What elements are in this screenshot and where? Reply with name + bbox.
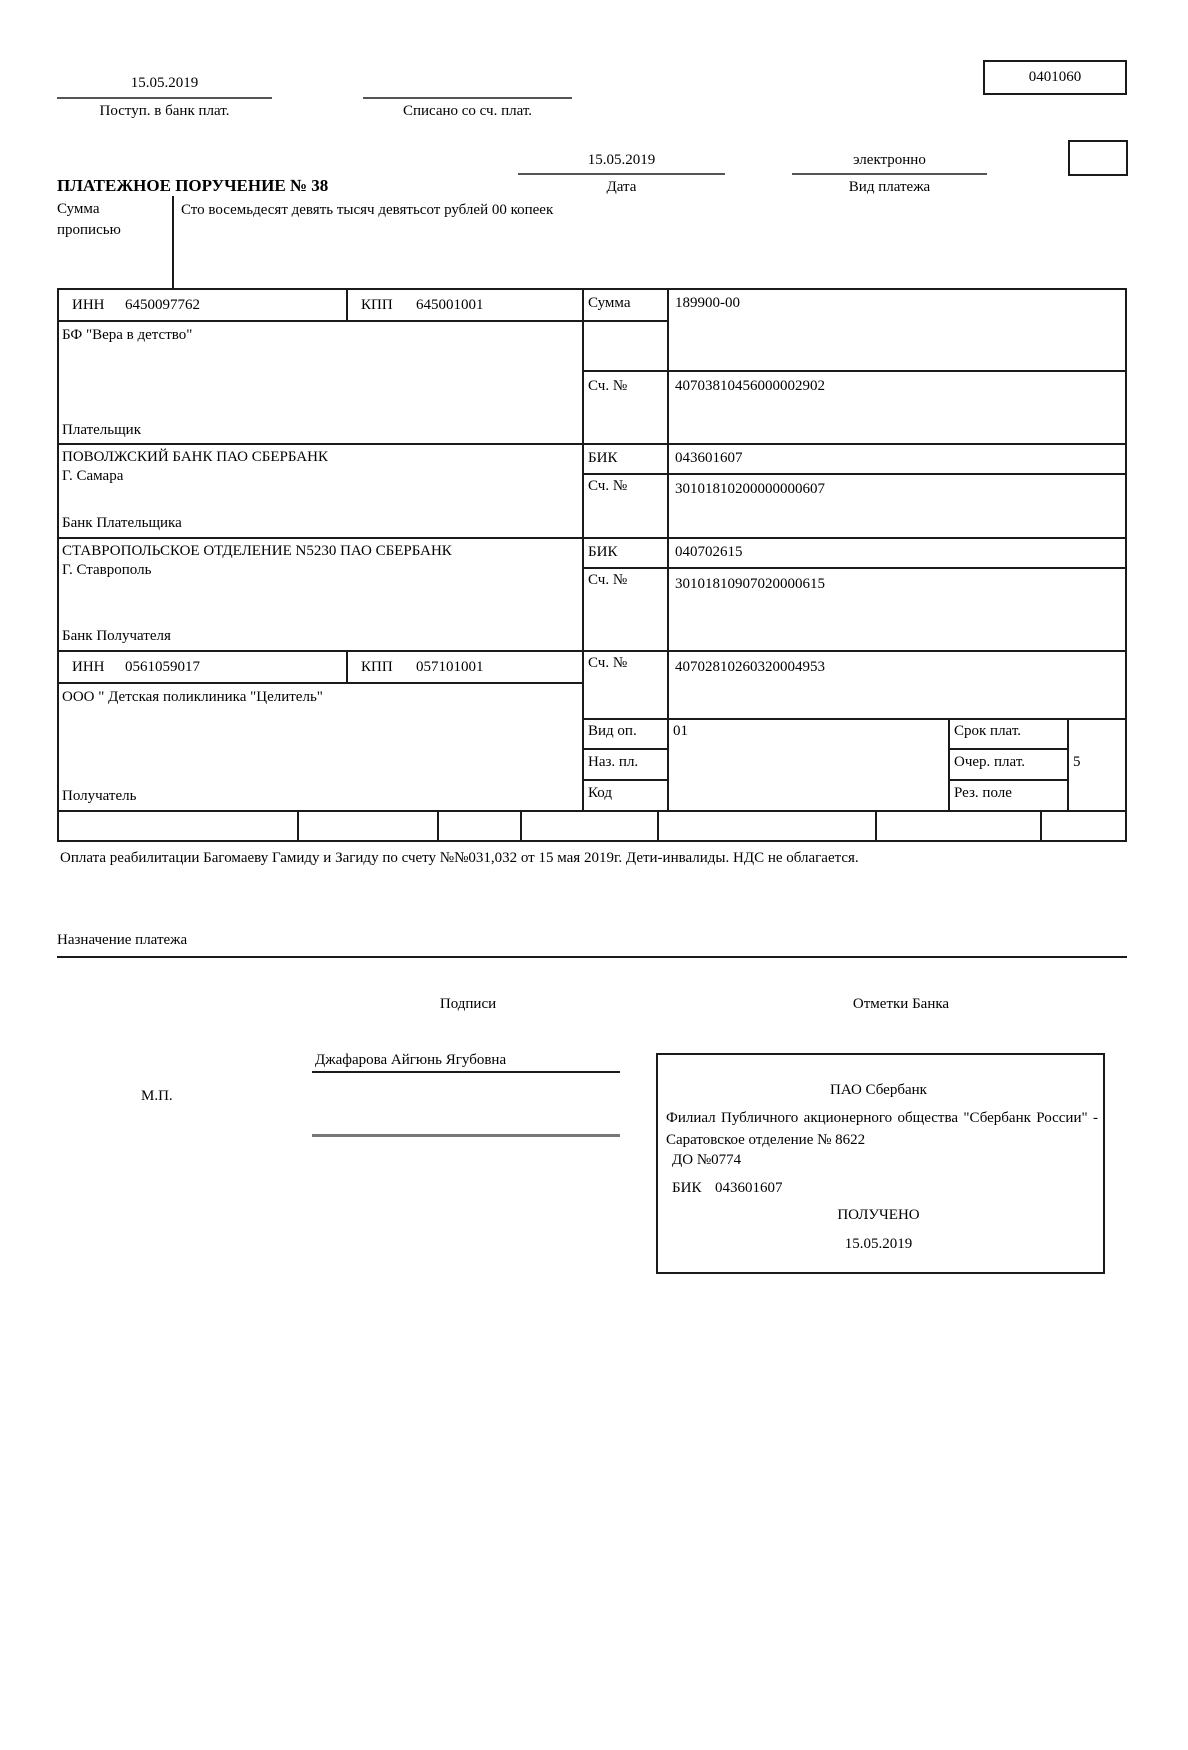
beneficiary-kpp-value: 057101001 [416,659,484,675]
grid-line [948,779,1069,781]
bank-stamp-box [656,1053,1105,1274]
signature-line [312,1071,620,1073]
stamp-place-label: М.П. [141,1088,173,1104]
priority-label: Очер. плат. [954,754,1025,770]
grid-line [57,682,584,684]
beneficiary-section-label: Получатель [62,788,137,804]
amount-words-value: Сто восемьдесят девять тысяч девятьсот рублей 00 копеек [181,202,554,218]
payer-bank-account-value: 30101810200000000607 [675,481,825,497]
divider [518,173,725,175]
grid-line [520,810,522,840]
stamp-date: 15.05.2019 [844,1236,913,1252]
grid-line [346,288,348,322]
grid-line [875,810,877,840]
grid-line [57,810,1127,812]
signatures-title: Подписи [439,996,497,1012]
bank-marks-title: Отметки Банка [852,996,950,1012]
received-in-bank-label: Поступ. в банк плат. [99,103,230,119]
beneficiary-kpp-label: КПП [361,659,393,675]
grid-line [1040,810,1042,840]
beneficiary-bank-account-label: Сч. № [588,572,628,588]
payer-account-value: 40703810456000002902 [675,378,825,394]
grid-line [1067,718,1069,812]
beneficiary-bank-name: СТАВРОПОЛЬСКОЕ ОТДЕЛЕНИЕ N5230 ПАО СБЕРБАНК [62,543,452,559]
form-code: 0401060 [1028,69,1082,85]
beneficiary-bank-account-value: 30101810907020000615 [675,576,825,592]
grid-line [57,840,1127,842]
payment-type-value: электронно [853,152,926,168]
beneficiary-bank-bik-value: 040702615 [675,544,743,560]
grid-line [57,288,59,842]
beneficiary-bank-city: Г. Ставрополь [62,562,152,578]
stamp-bank-name: ПАО Сбербанк [830,1082,927,1098]
stamp-office: ДО №0774 [672,1152,742,1168]
written-off-label: Списано со сч. плат. [402,103,533,119]
grid-line [582,779,669,781]
op-type-value: 01 [673,723,688,739]
form-code-box [983,60,1127,95]
grid-line [582,473,1127,475]
grid-line [582,370,1127,372]
grid-line [57,956,1127,958]
grid-line [582,567,1127,569]
payer-bank-city: Г. Самара [62,468,124,484]
grid-line [948,718,950,812]
beneficiary-bank-bik-label: БИК [588,544,618,560]
due-date-label: Срок плат. [954,723,1022,739]
document-date: 15.05.2019 [587,152,656,168]
divider [57,97,272,99]
beneficiary-account-value: 40702810260320004953 [675,659,825,675]
payer-bank-section-label: Банк Плательщика [62,515,182,531]
signature-line [312,1134,620,1137]
grid-line [297,810,299,840]
received-in-bank-date: 15.05.2019 [130,75,199,91]
grid-line [437,810,439,840]
amount-words-label: Сумма прописью [57,201,121,238]
beneficiary-account-label: Сч. № [588,655,628,671]
stamp-branch: Филиал Публичного акционерного общества "Сбербанк России" - Саратовское отделение № 8622 [666,1110,1098,1148]
payer-bank-bik-label: БИК [588,450,618,466]
purpose-label: Назначение платежа [57,932,188,948]
grid-line [582,288,584,812]
payer-name: БФ "Вера в детство" [62,327,193,343]
grid-line [657,810,659,840]
payer-inn-label: ИНН [72,297,105,313]
beneficiary-name: ООО " Детская поликлиника "Целитель" [62,689,323,705]
priority-value: 5 [1073,754,1081,770]
payer-kpp-label: КПП [361,297,393,313]
grid-line [57,537,1127,539]
signatory-name: Джафарова Айгюнь Ягубовна [315,1052,507,1068]
payer-section-label: Плательщик [62,422,141,438]
reserve-label: Рез. поле [954,785,1012,801]
payment-type-code-box [1068,140,1128,176]
grid-line [57,650,1127,652]
beneficiary-inn-label: ИНН [72,659,105,675]
payer-bank-name: ПОВОЛЖСКИЙ БАНК ПАО СБЕРБАНК [62,449,328,465]
divider [792,173,987,175]
grid-line [667,288,669,812]
payer-kpp-value: 645001001 [416,297,484,313]
stamp-status: ПОЛУЧЕНО [837,1207,920,1223]
payer-inn-value: 6450097762 [125,297,200,313]
op-type-label: Вид оп. [588,723,637,739]
grid-line [57,320,669,322]
grid-line [1125,288,1127,842]
document-title: ПЛАТЕЖНОЕ ПОРУЧЕНИЕ № 38 [57,176,329,195]
purpose-code-label: Наз. пл. [588,754,639,770]
beneficiary-bank-section-label: Банк Получателя [62,628,171,644]
stamp-bik-label: БИК [672,1180,702,1196]
grid-line [582,718,1127,720]
payment-type-label: Вид платежа [848,179,931,195]
grid-line [948,748,1069,750]
purpose-text: Оплата реабилитации Багомаеву Гамиду и Загиду по счету №№031,032 от 15 мая 2019г. Дети-инвалиды. НДС не облагается. [60,850,859,866]
payer-bank-bik-value: 043601607 [675,450,743,466]
divider [363,97,572,99]
grid-line [57,443,1127,445]
stamp-bik-value: 043601607 [715,1180,783,1196]
code-label: Код [588,785,612,801]
grid-line [582,748,669,750]
beneficiary-inn-value: 0561059017 [125,659,200,675]
amount-value: 189900-00 [675,295,740,311]
payer-bank-account-label: Сч. № [588,478,628,494]
amount-label: Сумма [588,295,631,311]
grid-line [172,196,174,288]
grid-line [346,650,348,684]
grid-line [57,288,1127,290]
date-label: Дата [606,179,637,195]
payer-account-label: Сч. № [588,378,628,394]
